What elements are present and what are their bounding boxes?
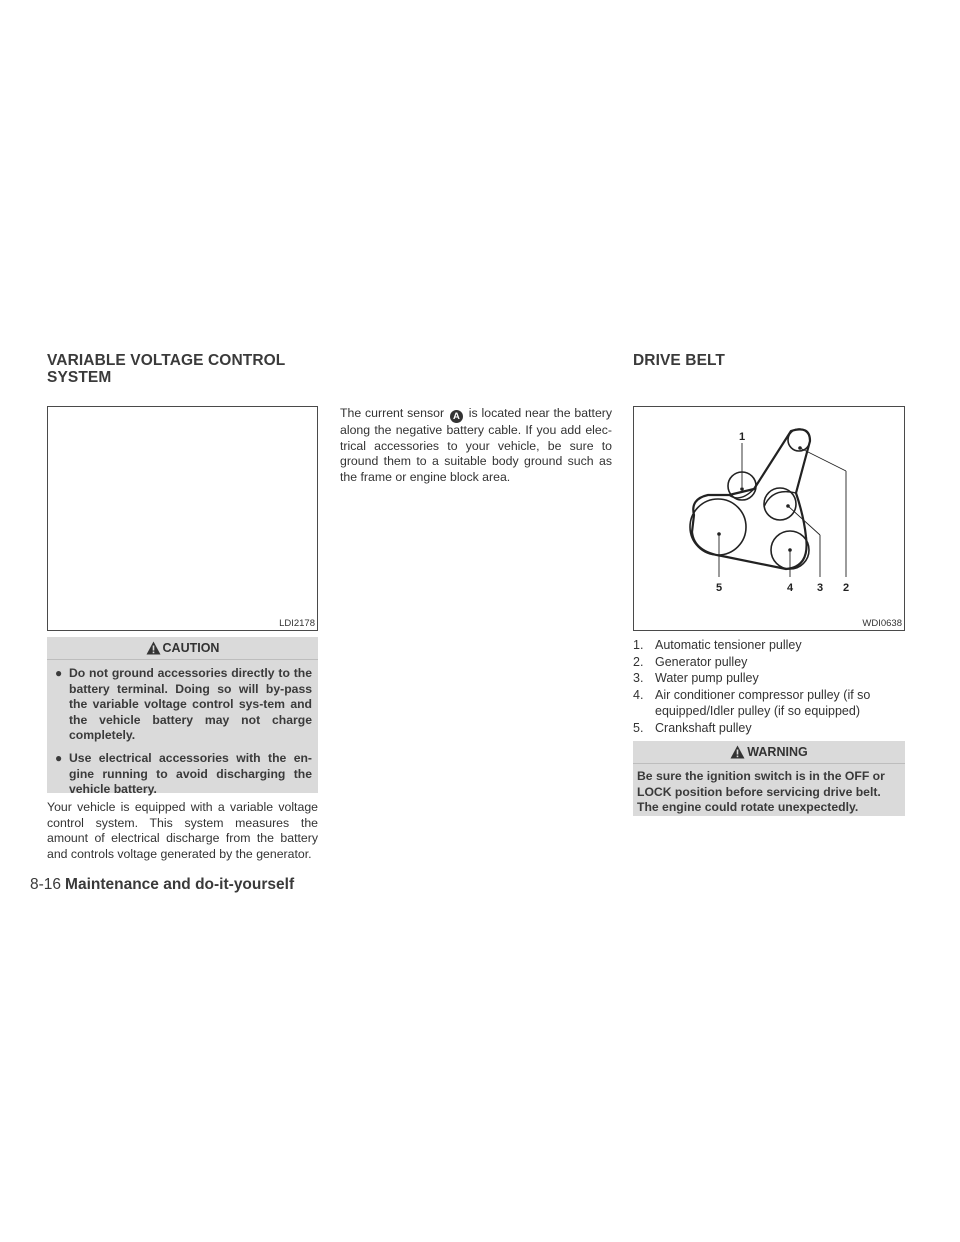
belt-outline [692,429,810,569]
label-3: 3 [816,582,824,594]
figure-current-sensor [47,406,318,631]
page-footer [30,876,294,894]
section-title-drive-belt: DRIVE BELT [633,352,725,369]
chapter-title: Maintenance and do-it-yourself [65,876,295,893]
list-item: 4. Air conditioner compressor pulley (if so equipped/Idler pulley (if so equipped) [633,687,871,719]
list-item: 3. Water pump pulley [633,671,759,686]
section-title-variable-voltage [47,352,327,386]
page-number: 8-16 [30,876,62,893]
warning-heading [633,741,905,764]
label-2: 2 [842,582,850,594]
title-line-1: VARIABLE VOLTAGE CONTROL [47,352,286,369]
current-sensor-paragraph: The current sensor A is located near the battery along the negative battery cable. If you add elec-trical accessories to your vehicle, be sure to ground them to a suitable body ground such as the frame or engine block area. [340,406,613,484]
warning-text: Be sure the ignition switch is in the OFF or LOCK position before servicing drive belt. The engine could rotate unexpectedly. [637,769,885,815]
figure-drive-belt [633,406,905,631]
list-item: 5. Crankshaft pulley [633,720,752,735]
caution-list [47,660,318,798]
caution-box [47,637,318,797]
voltage-control-paragraph: Your vehicle is equipped with a variable voltage control system. This system measures the amount of electrical discharge from the battery and controls voltage generated by the generator. [47,800,318,861]
warning-box [633,741,905,816]
circled-a-marker: A [450,410,463,423]
warning-triangle-icon [146,641,161,655]
caution-item: ● Use electrical accessories with the en-gine running to avoid discharging the vehicle battery. [55,750,312,797]
list-item: 2. Generator pulley [633,654,748,669]
warning-triangle-icon [730,745,745,759]
caution-heading [47,637,318,660]
caution-item: ● Do not ground accessories directly to the battery terminal. Doing so will by-pass the variable voltage control sys-tem and the vehicle battery may not charge completely. [55,666,312,743]
label-4: 4 [786,582,794,594]
pulley-list [633,637,905,737]
title-line-2: SYSTEM [47,369,112,386]
caution-heading-text: CAUTION [162,641,220,655]
list-item: 1. Automatic tensioner pulley [633,638,802,652]
warning-heading-text: WARNING [747,745,808,759]
figure-code-left: LDI2178 [279,618,315,629]
figure-code-right: WDI0638 [862,618,902,629]
label-1: 1 [738,431,746,443]
drive-belt-diagram [634,407,904,630]
label-5: 5 [715,582,723,594]
